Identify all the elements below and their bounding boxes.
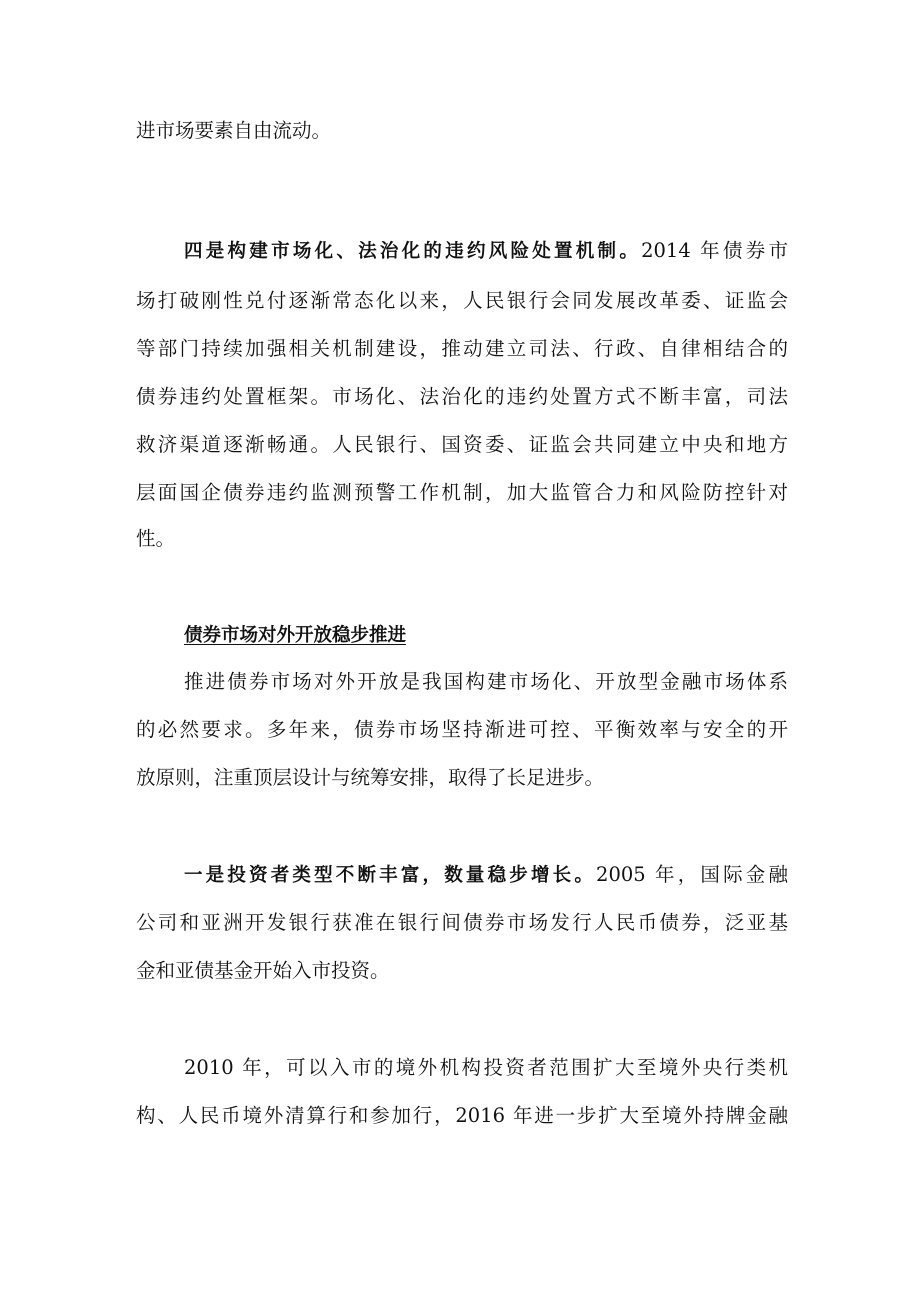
investors-para-line-2: 公司和亚洲开发银行获准在银行间债券市场发行人民币债券，泛亚基 bbox=[136, 911, 788, 934]
investors-para-line-1-rest: 2005 年，国际金融 bbox=[596, 863, 788, 886]
default-para-lead: 四是构建市场化、法治化的违约风险处置机制。 bbox=[184, 241, 642, 262]
default-para-line-6: 层面国企债券违约监测预警工作机制，加大监管合力和风险防控针对 bbox=[136, 481, 788, 504]
default-para-line-2: 场打破刚性兑付逐渐常态化以来，人民银行会同发展改革委、证监会 bbox=[136, 289, 788, 312]
default-para-line-4: 债券违约处置框架。市场化、法治化的违约处置方式不断丰富，司法 bbox=[136, 385, 788, 408]
investors-para-lead: 一是投资者类型不断丰富，数量稳步增长。 bbox=[184, 865, 597, 886]
investors-para-line-3: 金和亚债基金开始入市投资。 bbox=[136, 959, 390, 982]
open-para-line-3: 放原则，注重顶层设计与统筹安排，取得了长足进步。 bbox=[136, 766, 605, 789]
open-para-line-2: 的必然要求。多年来，债券市场坚持渐进可控、平衡效率与安全的开 bbox=[136, 718, 788, 741]
default-para-line-5: 救济渠道逐渐畅通。人民银行、国资委、证监会共同建立中央和地方 bbox=[136, 433, 788, 456]
default-para-line-3: 等部门持续加强相关机制建设，推动建立司法、行政、自律相结合的 bbox=[136, 337, 788, 360]
default-para-line-7: 性。 bbox=[136, 527, 176, 550]
investors-para-line-1 bbox=[184, 860, 788, 890]
2010-para-line-1: 2010 年，可以入市的境外机构投资者范围扩大至境外央行类机 bbox=[184, 1056, 788, 1079]
default-para-line-1-rest: 2014 年债券市 bbox=[641, 239, 788, 262]
default-para-line-1 bbox=[184, 236, 788, 266]
2010-para-line-2: 构、人民币境外清算行和参加行，2016 年进一步扩大至境外持牌金融 bbox=[136, 1104, 788, 1127]
open-para-line-1: 推进债券市场对外开放是我国构建市场化、开放型金融市场体系 bbox=[184, 670, 788, 693]
intro-line: 进市场要素自由流动。 bbox=[136, 119, 332, 142]
section-heading: 债券市场对外开放稳步推进 bbox=[184, 625, 407, 646]
